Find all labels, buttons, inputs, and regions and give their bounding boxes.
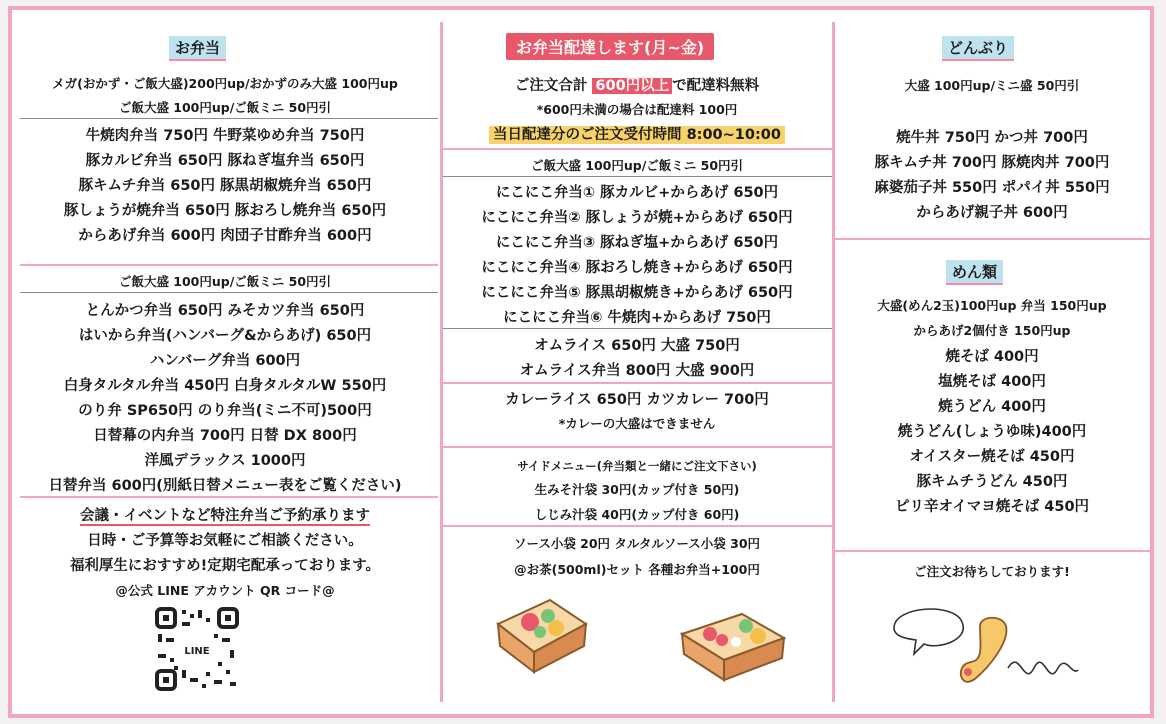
noodle-row: 塩焼そば 400円 bbox=[938, 374, 1046, 390]
bento-box-illustration bbox=[490, 594, 592, 680]
divider bbox=[20, 118, 438, 119]
sauce-row: ソース小袋 20円 タルタルソース小袋 30円 bbox=[513, 536, 761, 551]
divider bbox=[20, 264, 438, 266]
side-row: しじみ汁袋 40円(カップ付き 60円) bbox=[534, 507, 740, 522]
menu-row: のり弁 SP650円 のり弁当(ミニ不可)500円 bbox=[78, 403, 372, 419]
noodle-row: ピリ辛オイマヨ焼そば 450円 bbox=[894, 499, 1090, 515]
niko-row: にこにこ弁当② 豚しょうが焼+からあげ 650円 bbox=[481, 210, 793, 226]
noodle-row: 豚キムチうどん 450円 bbox=[916, 474, 1068, 490]
menu-row: ハンバーグ弁当 600円 bbox=[149, 353, 301, 369]
line-qr-caption: @公式 LINE アカウント QR コード@ bbox=[115, 583, 335, 598]
menu-row: 豚しょうが焼弁当 650円 豚おろし焼弁当 650円 bbox=[63, 203, 387, 219]
menu-page bbox=[8, 6, 1154, 718]
donburi-heading: どんぶり bbox=[942, 36, 1014, 61]
side-row: 生みそ汁袋 30円(カップ付き 50円) bbox=[534, 482, 740, 497]
menu-row: 豚キムチ弁当 650円 豚黒胡椒焼弁当 650円 bbox=[78, 178, 372, 194]
qr-label: LINE bbox=[184, 646, 210, 657]
noodle-row: オイスター焼そば 450円 bbox=[909, 449, 1075, 465]
niko-row: にこにこ弁当③ 豚ねぎ塩+からあげ 650円 bbox=[495, 235, 779, 251]
divider bbox=[443, 176, 832, 177]
niko-row: にこにこ弁当⑤ 豚黒胡椒焼き+からあげ 650円 bbox=[481, 285, 793, 301]
divider-left bbox=[440, 22, 443, 702]
noodles-heading: めん類 bbox=[946, 260, 1003, 285]
donburi-row: 豚キムチ丼 700円 豚焼肉丼 700円 bbox=[874, 155, 1110, 171]
noodles-options: 大盛(めん2玉)100円up 弁当 150円up bbox=[877, 298, 1107, 313]
niko-row: にこにこ弁当① 豚カルビ+からあげ 650円 bbox=[495, 185, 779, 201]
divider bbox=[443, 525, 832, 527]
curry-note: *カレーの大盛はできません bbox=[558, 416, 716, 431]
niko-row: にこにこ弁当⑥ 牛焼肉+からあげ 750円 bbox=[503, 310, 771, 326]
delivery-banner: お弁当配達します(月~金) bbox=[506, 33, 714, 60]
menu-row: 日替弁当 600円(別紙日替メニュー表をご覧ください) bbox=[48, 478, 402, 494]
omurice-row: オムライス弁当 800円 大盛 900円 bbox=[519, 363, 755, 379]
bento-box-illustration bbox=[676, 610, 788, 684]
divider bbox=[443, 328, 832, 329]
niko-row: にこにこ弁当④ 豚おろし焼き+からあげ 650円 bbox=[481, 260, 793, 276]
donburi-options: 大盛 100円up/ミニ盛 50円引 bbox=[904, 78, 1080, 93]
noodle-row: 焼そば 400円 bbox=[945, 349, 1039, 365]
menu-row: 洋風デラックス 1000円 bbox=[144, 453, 306, 469]
line-qr-code[interactable] bbox=[154, 606, 240, 692]
noodle-row: 焼うどん(しょうゆ味)400円 bbox=[897, 424, 1087, 440]
special-line: 福利厚生におすすめ!定期宅配承っております。 bbox=[69, 558, 381, 574]
bento-options-rice-2: ご飯大盛 100円up/ご飯ミニ 50円引 bbox=[118, 274, 332, 289]
free-delivery-line: ご注文合計 600円以上 で配達料無料 bbox=[514, 78, 760, 94]
divider bbox=[835, 238, 1150, 240]
menu-row: 白身タルタル弁当 450円 白身タルタルW 550円 bbox=[63, 378, 387, 394]
divider bbox=[835, 550, 1150, 552]
telephone-icon bbox=[884, 598, 1084, 694]
special-order-title: 会議・イベントなど特注弁当ご予約承ります bbox=[80, 508, 370, 524]
noodle-row: 焼うどん 400円 bbox=[938, 399, 1046, 415]
omurice-row: オムライス 650円 大盛 750円 bbox=[534, 338, 740, 354]
menu-row: 牛焼肉弁当 750円 牛野菜ゆめ弁当 750円 bbox=[85, 128, 365, 144]
order-hours: 当日配達分のご注文受付時間 8:00~10:00 bbox=[444, 123, 830, 144]
menu-row: はいから弁当(ハンバーグ&からあげ) 650円 bbox=[78, 328, 372, 344]
bento-options-rice: ご飯大盛 100円up/ご飯ミニ 50円引 bbox=[118, 100, 332, 115]
thank-you-message: ご注文お待ちしております! bbox=[914, 564, 1070, 579]
side-menu-title: サイドメニュー(弁当類と一緒にご注文下さい) bbox=[517, 459, 757, 473]
niko-options: ご飯大盛 100円up/ご飯ミニ 50円引 bbox=[530, 158, 744, 173]
divider bbox=[443, 446, 832, 448]
divider bbox=[20, 292, 438, 293]
divider bbox=[443, 148, 832, 150]
bento-heading: お弁当 bbox=[169, 36, 226, 61]
menu-row: 日替幕の内弁当 700円 日替 DX 800円 bbox=[93, 428, 357, 444]
noodles-options: からあげ2個付き 150円up bbox=[913, 323, 1071, 338]
menu-row: 豚カルビ弁当 650円 豚ねぎ塩弁当 650円 bbox=[85, 153, 365, 169]
divider bbox=[443, 382, 832, 384]
menu-row: からあげ弁当 600円 肉団子甘酢弁当 600円 bbox=[78, 228, 372, 244]
divider-right bbox=[832, 22, 835, 702]
bento-options-mega: メガ(おかず・ご飯大盛)200円up/おかずのみ大盛 100円up bbox=[52, 76, 398, 91]
donburi-row: 焼牛丼 750円 かつ丼 700円 bbox=[896, 130, 1088, 146]
special-line: 日時・ご予算等お気軽にご相談ください。 bbox=[87, 533, 363, 549]
delivery-fee-note: *600円未満の場合は配達料 100円 bbox=[536, 102, 738, 117]
divider bbox=[20, 496, 438, 498]
donburi-row: 麻婆茄子丼 550円 ポパイ丼 550円 bbox=[874, 180, 1110, 196]
donburi-row: からあげ親子丼 600円 bbox=[916, 205, 1068, 221]
curry-row: カレーライス 650円 カツカレー 700円 bbox=[505, 392, 769, 408]
menu-row: とんかつ弁当 650円 みそカツ弁当 650円 bbox=[85, 303, 365, 319]
tea-row: @お茶(500ml)セット 各種お弁当+100円 bbox=[514, 562, 760, 577]
